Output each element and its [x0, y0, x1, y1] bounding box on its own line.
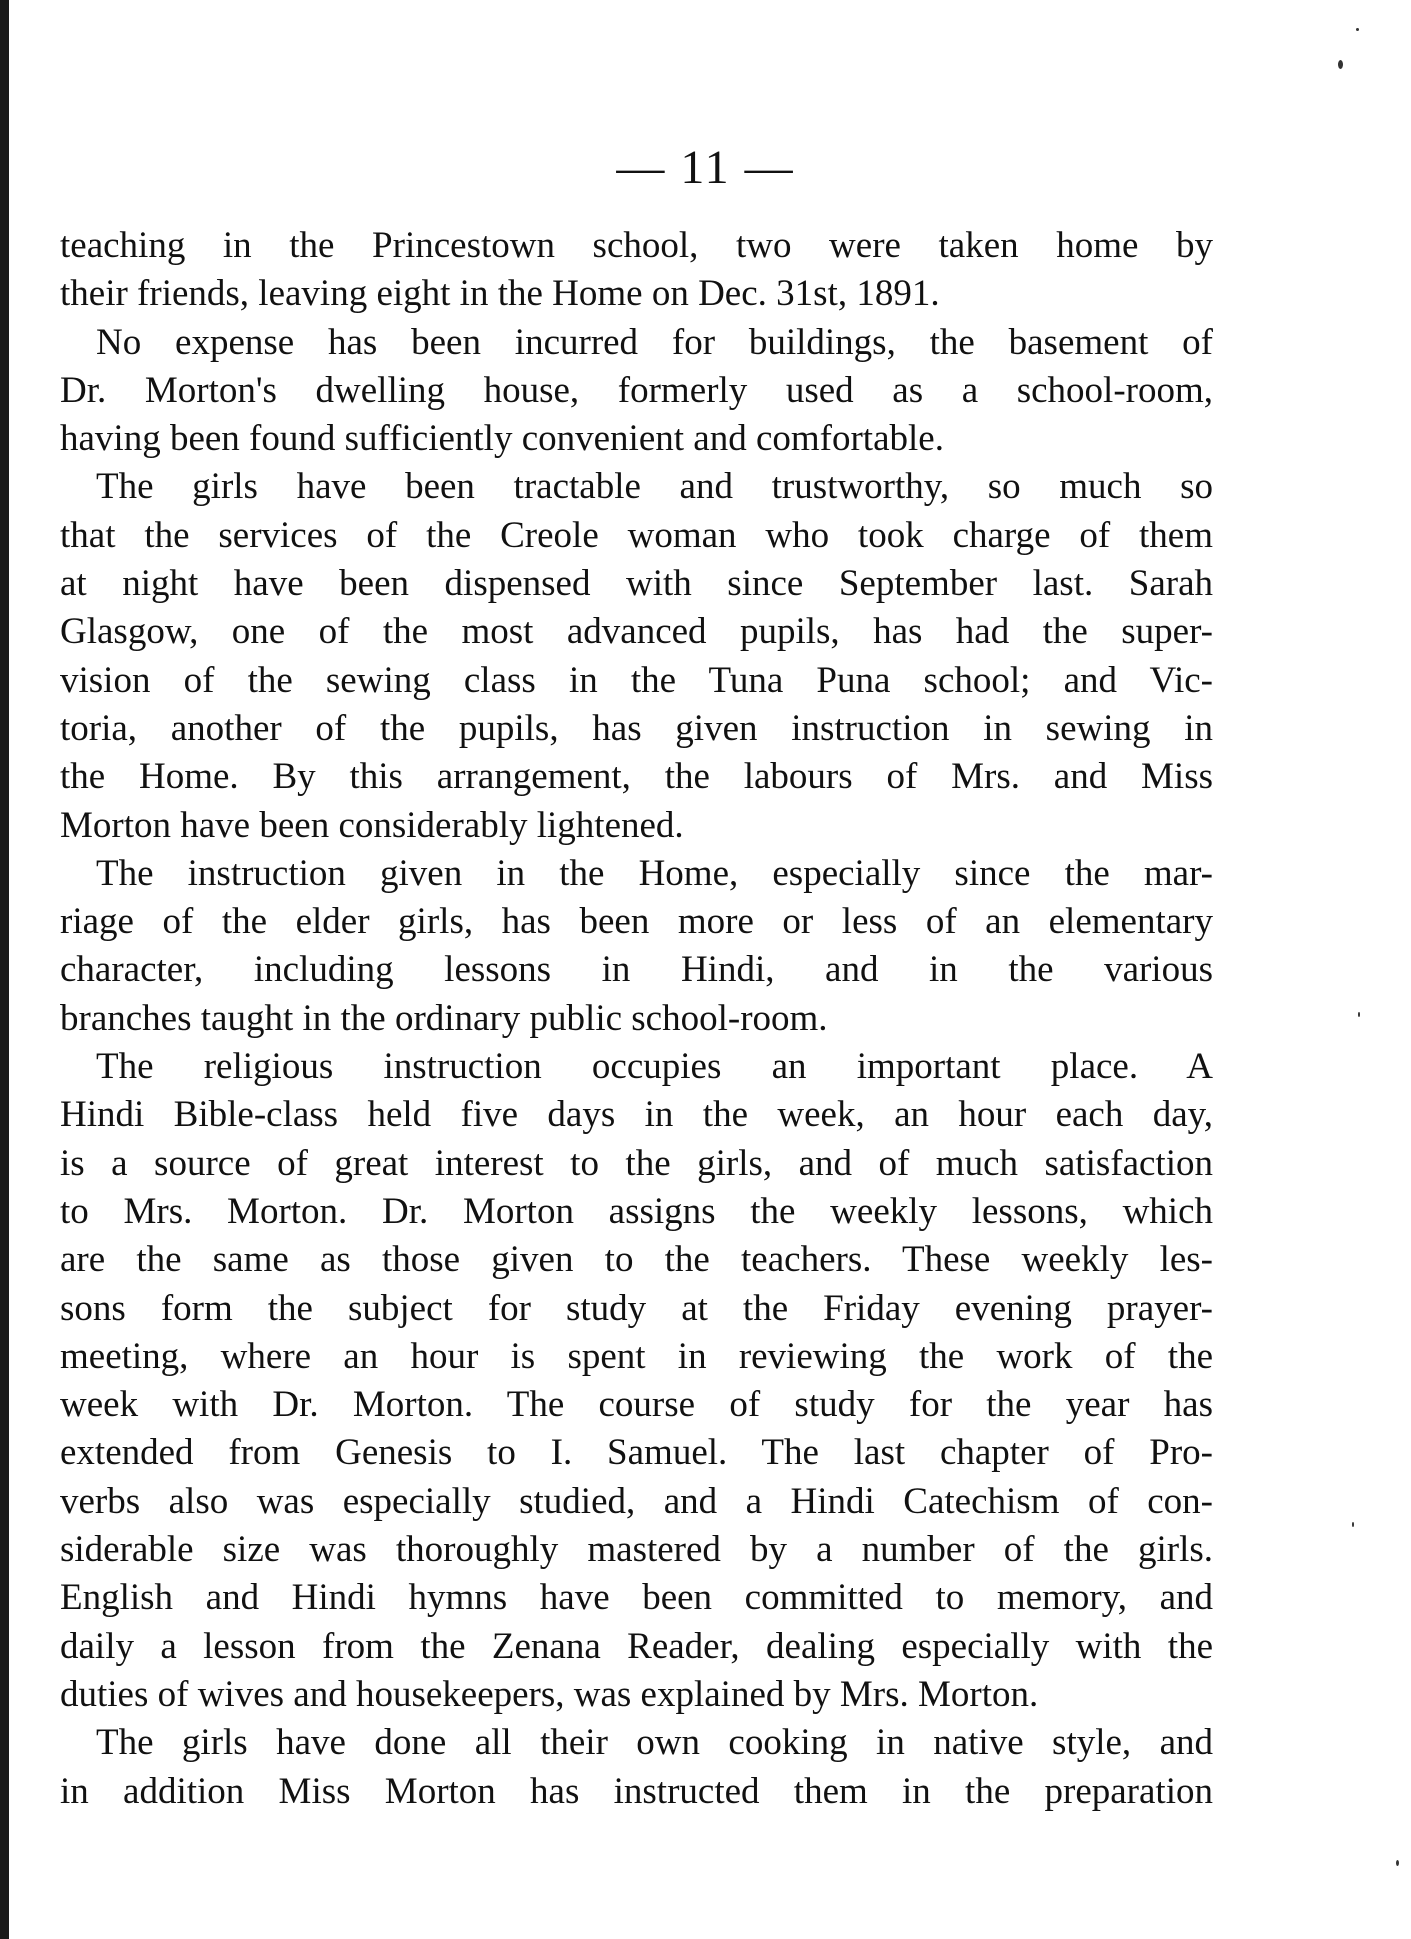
- text-line: in addition Miss Morton has instructed them in the preparation: [60, 1770, 1213, 1812]
- text-line: the Home. By this arrangement, the labours of Mrs. and Miss: [60, 756, 1213, 798]
- scan-speck: [1358, 1012, 1360, 1017]
- text-line: that the services of the Creole woman who took charge of them: [60, 514, 1213, 556]
- text-line: riage of the elder girls, has been more or less of an elementary: [60, 901, 1213, 943]
- text-line: character, including lessons in Hindi, and in the various: [60, 949, 1213, 991]
- text-line: teaching in the Princestown school, two were taken home by: [60, 225, 1213, 266]
- text-line: is a source of great interest to the girls, and of much satisfaction: [60, 1142, 1213, 1184]
- scan-speck: [1356, 28, 1359, 31]
- text-line: branches taught in the ordinary public school-room.: [60, 997, 828, 1039]
- page-binding-edge: [0, 0, 9, 1939]
- text-line: are the same as those given to the teachers. These weekly les-: [60, 1239, 1213, 1281]
- text-line: daily a lesson from the Zenana Reader, dealing especially with the: [60, 1625, 1213, 1667]
- text-line: toria, another of the pupils, has given instruction in sewing in: [60, 707, 1213, 749]
- body-text: [60, 222, 1213, 1816]
- text-line: meeting, where an hour is spent in reviewing the work of the: [60, 1335, 1213, 1377]
- text-line: duties of wives and housekeepers, was explained by Mrs. Morton.: [60, 1673, 1039, 1715]
- paragraph-first-line: The instruction given in the Home, especially since the mar-: [96, 852, 1213, 894]
- text-line: at night have been dispensed with since September last. Sarah: [60, 563, 1213, 605]
- text-line: Morton have been considerably lightened.: [60, 804, 684, 846]
- scan-speck: [1396, 1860, 1399, 1866]
- page-number: — 11 —: [616, 141, 795, 194]
- paragraph-first-line: The religious instruction occupies an important place. A: [96, 1046, 1213, 1088]
- scan-speck: [1352, 1522, 1354, 1527]
- paragraph-first-line: The girls have been tractable and trustworthy, so much so: [96, 466, 1213, 508]
- text-line: to Mrs. Morton. Dr. Morton assigns the weekly lessons, which: [60, 1190, 1213, 1232]
- text-line: having been found sufficiently convenient and comfortable.: [60, 418, 944, 460]
- text-line: extended from Genesis to I. Samuel. The last chapter of Pro-: [60, 1432, 1213, 1474]
- paragraph-first-line: The girls have done all their own cooking in native style, and: [96, 1722, 1213, 1764]
- scan-speck: [1338, 60, 1343, 69]
- text-line: their friends, leaving eight in the Home on Dec. 31st, 1891.: [60, 273, 940, 315]
- text-line: week with Dr. Morton. The course of study for the year has: [60, 1384, 1213, 1426]
- text-line: Dr. Morton's dwelling house, formerly used as a school-room,: [60, 369, 1213, 411]
- text-line: verbs also was especially studied, and a Hindi Catechism of con-: [60, 1480, 1213, 1522]
- paragraph-first-line: No expense has been incurred for buildings, the basement of: [96, 321, 1213, 363]
- text-line: Hindi Bible-class held five days in the week, an hour each day,: [60, 1094, 1213, 1136]
- text-line: siderable size was thoroughly mastered by a number of the girls.: [60, 1529, 1213, 1571]
- text-line: Glasgow, one of the most advanced pupils, has had the super-: [60, 611, 1213, 653]
- text-line: sons form the subject for study at the Friday evening prayer-: [60, 1287, 1213, 1329]
- text-line: vision of the sewing class in the Tuna Puna school; and Vic-: [60, 659, 1213, 701]
- text-line: English and Hindi hymns have been committed to memory, and: [60, 1577, 1213, 1619]
